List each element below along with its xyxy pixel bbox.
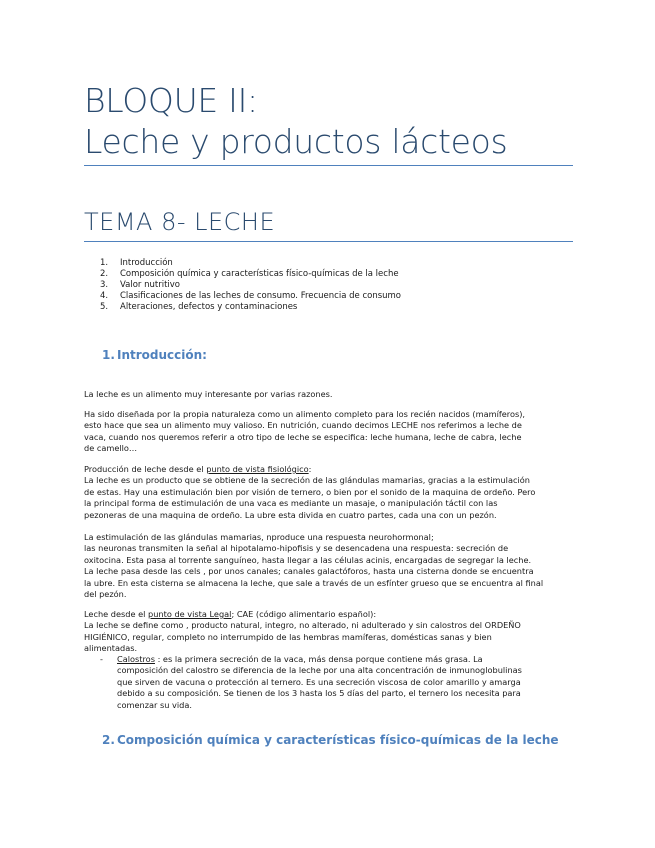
paragraph-fisiologico: Producción de leche desde el punto de vista fisiológico: La leche es un producto que se obtiene de la secreción de las glándulas mamarias, gracias a la estimulación de estas. Hay una estimulación bien por visión de ternero, o bien por el sonido de la maquina de ordeño. Pero la principal forma de estimulación de una vaca es mediante un masaje, o manipulación táctil con las pezoneras de una maquina de ordeño. La ubre esta divida en cuatro partes, cada una con un pezón. bbox=[84, 464, 536, 520]
link-fisiologico: punto de vista fisiológico bbox=[206, 464, 309, 474]
document-page: BLOQUE II: Leche y productos lácteos TEMA 8- LECHE 1. Introducción 2. Composición química y características físico-químicas de la leche 3. Valor nutritivo 4. Clasificaciones de las leches de consumo. Frecuencia de consumo 5. Alteraciones, defectos y contaminaciones 1. Introducción: La leche es un alimento muy interesante por varias razones. Ha sido diseñada por la propia naturaleza como un alimento completo para los recién nacidos (mamíferos), esto hace que sea un alimento muy valioso. En nutrición, cuando decimos LECHE nos referimos a leche de vaca, cuando nos queremos referir a otro tipo de leche se especifica: leche humana, leche de cabra, leche de camello… Producción de leche desde el punto de vista fisiológico: La leche es un producto que se obtiene de la secreción de las glándulas mamarias, gracias a la estimulación de estas. Hay una estimulación bien por visión de ternero, o bien por el sonido de la maquina de ordeño. Pero la principal forma de estimulación de una vaca es mediante un masaje, o manipulación táctil con las pezoneras de una maquina de ordeño. La ubre esta divida en cuatro partes, cada una con un pezón. La estimulación de las glándulas mamarias, nproduce una respuesta neurohormonal; las neuronas transmiten la señal al hipotalamo-hipofisis y se desencadena una respuesta: secreción de oxitocina. Esta pasa al torrente sanguíneo, hasta llegar a las células acinis, encargadas de segregar la leche. La leche pasa desde las cels , por unos canales; canales galactóforos, hasta una cisterna donde se encuentra la ubre. En esta cisterna se almacena la leche, que sale a través de un esfínter grueso que se encuentra al final del pezón. Leche desde el punto de vista Legal; CAE (código alimentario español): La leche se define como , producto natural, integro, no alterado, ni adulterado y sin calostros del ORDEÑO HIGIÉNICO, regular, completo no interrumpido de las hembras mamíferas, domésticas sanas y bien alimentadas. - Calostros : es la primera secreción de la vaca, más densa porque contiene más grasa. La composición del calostro se diferencia de la leche por una alta concentración de inmunoglobulinas que sirven de vacuna o protección al ternero. Es una secreción viscosa de color amarillo y amarga debido a su composición. Se tienen de los 3 hasta los 5 días del parto, el ternero los necesita para comenzar su vida. 2. Composición química y características físico-químicas de la leche bbox=[0, 0, 655, 848]
section-heading-composicion: 2. Composición química y características físico-químicas de la leche bbox=[102, 733, 559, 747]
title-line-2: Leche y productos lácteos bbox=[84, 122, 508, 161]
toc-item: 3. Valor nutritivo bbox=[100, 280, 181, 290]
document-title bbox=[84, 80, 584, 162]
toc-item: 1. Introducción bbox=[100, 258, 173, 268]
toc-item: 4. Clasificaciones de las leches de consumo. Frecuencia de consumo bbox=[100, 291, 402, 301]
bullet-dash: - bbox=[100, 654, 103, 664]
paragraph-diseno: Ha sido diseñada por la propia naturaleza como un alimento completo para los recién nacidos (mamíferos), esto hace que sea un alimento muy valioso. En nutrición, cuando decimos LECHE nos referimos a leche de vaca, cuando nos queremos referir a otro tipo de leche se especifica: leche humana, leche de cabra, leche de camello… bbox=[84, 409, 526, 454]
title-divider bbox=[84, 165, 573, 166]
table-of-contents bbox=[100, 258, 540, 313]
tema-divider bbox=[84, 241, 573, 242]
paragraph-legal: Leche desde el punto de vista Legal; CAE (código alimentario español): La leche se define como , producto natural, integro, no alterado, ni adulterado y sin calostros del ORDEÑO HIGIÉNICO, regular, completo no interrumpido de las hembras mamíferas, domésticas sanas y bien alimentadas. bbox=[84, 609, 521, 654]
section-heading-introduccion: 1. Introducción: bbox=[102, 348, 207, 362]
paragraph-estimulacion: La estimulación de las glándulas mamarias, nproduce una respuesta neurohormonal; las neuronas transmiten la señal al hipotalamo-hipofisis y se desencadena una respuesta: secreción de oxitocina. Esta pasa al torrente sanguíneo, hasta llegar a las células acinis, encargadas de segregar la leche. La leche pasa desde las cels , por unos canales; canales galactóforos, hasta una cisterna donde se encuentra la ubre. En esta cisterna se almacena la leche, que sale a través de un esfínter grueso que se encuentra al final del pezón. bbox=[84, 532, 544, 600]
title-line-1: BLOQUE II: bbox=[84, 81, 258, 120]
toc-item: 5. Alteraciones, defectos y contaminaciones bbox=[100, 302, 298, 312]
term-calostros: Calostros bbox=[117, 654, 155, 664]
toc-item: 2. Composición química y características físico-químicas de la leche bbox=[100, 269, 399, 279]
paragraph-intro: La leche es un alimento muy interesante por varias razones. bbox=[84, 389, 333, 399]
link-legal: punto de vista Legal bbox=[148, 609, 232, 619]
tema-heading: TEMA 8- LECHE bbox=[84, 208, 276, 236]
